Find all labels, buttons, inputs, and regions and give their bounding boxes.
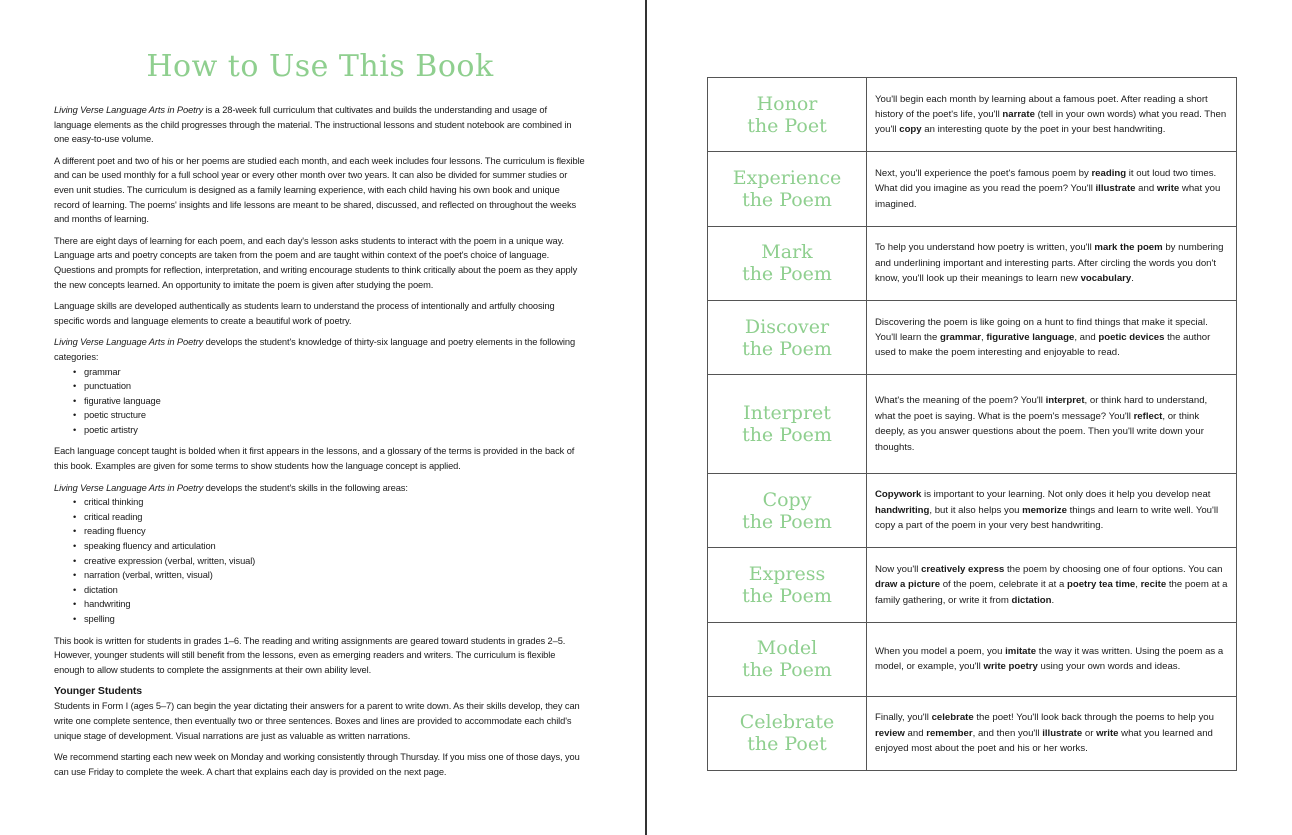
bold-term: grammar [939, 331, 982, 343]
bold-term: handwriting [875, 504, 930, 516]
intro-text: is a 28-week full curriculum that cultivates and builds the understanding and usage of language elements as the child progresses through the material. The instructional lessons and student notebook are combined in one easy-to-use volume. [54, 105, 572, 145]
description-text: what you imagined. [875, 183, 1221, 210]
activity-description [867, 226, 1237, 300]
paragraph-days: There are eight days of learning for each poem, and each day's lesson asks students to interact with the poem in a unique way. Language arts and poetry concepts are taken from the poem and are taught within context of the poet's choice of language. Questions and prompts for reflection, interpretation, and writing encourage students to think critically about the poem as they apply the new concepts learned. An opportunity to imitate the poem is given after studying the poem. [54, 235, 578, 290]
bold-term: poetry tea time [1066, 579, 1136, 591]
bold-term: reading [1091, 167, 1127, 179]
bold-term: creatively express [921, 563, 1005, 575]
activity-description [867, 300, 1237, 374]
table-row [708, 696, 1237, 770]
description-text: , but it also helps you [929, 504, 1023, 516]
activity-name-line2: the Poet [747, 733, 827, 756]
description-text: Next, you'll experience the poet's famous poem by [875, 167, 1092, 179]
activity-name-cell [708, 300, 867, 374]
description-text: Finally, you'll [875, 712, 932, 724]
left-page [0, 0, 645, 835]
description-text: , or think hard to understand, what the poet is saying. What is the poem's message? You'll [875, 395, 1208, 422]
bold-term: write [1156, 183, 1180, 195]
activity-name-line2: the Poem [742, 424, 832, 447]
table-row [708, 473, 1237, 547]
activity-name-cell [708, 226, 867, 300]
description-text: (tell in your own words) what you read. Then you'll [875, 108, 1227, 136]
list-item: • poetic artistry [82, 423, 586, 438]
activity-name-cell [708, 78, 867, 152]
bold-term: narrate [1002, 108, 1035, 120]
knowledge-text: develops the student's knowledge of thirty-six language and poetry elements in the following categories: [54, 337, 576, 362]
bold-term: review [875, 727, 905, 739]
activity-description [867, 622, 1237, 696]
table-row [708, 152, 1237, 226]
bold-term: imitate [1005, 645, 1037, 657]
book-title: Living Verse Language Arts in Poetry [54, 105, 204, 115]
table-row [708, 226, 1237, 300]
paragraph-skills-areas [54, 481, 586, 496]
activity-name-line1: Celebrate [739, 711, 835, 734]
description-text: the poem by choosing one of four options. You can [1004, 563, 1223, 575]
activity-name-line2: the Poet [747, 114, 827, 137]
activity-name-cell [708, 473, 867, 547]
activity-name-line2: the Poem [742, 337, 832, 360]
paragraph-schedule: We recommend starting each new week on Monday and working consistently through Thursday. If you miss one of those days, you can use Friday to complete the week. A chart that explains each day is provided on the next page. [54, 752, 580, 777]
activity-name-cell [708, 152, 867, 226]
description-text: what you learned and enjoyed most about the poet and his or her works. [875, 727, 1213, 754]
activity-name-line1: Express [748, 562, 826, 585]
activity-name-line1: Model [756, 637, 818, 660]
bold-term: write poetry [983, 661, 1038, 673]
description-text: using your own words and ideas. [1037, 661, 1181, 673]
activity-name-line2: the Poem [742, 659, 832, 682]
description-text: is important to your learning. Not only does it help you develop neat [921, 489, 1211, 501]
bold-term: Copywork [875, 489, 922, 501]
activity-description [867, 473, 1237, 547]
description-text: the poet! You'll look back through the poems to help you [973, 712, 1214, 724]
activity-description [867, 548, 1237, 622]
description-text: , and then you'll [972, 727, 1043, 739]
list-item: • figurative language [82, 394, 586, 409]
page-title: How to Use This Book [146, 49, 494, 84]
activity-description [867, 152, 1237, 226]
activity-name-line2: the Poem [742, 263, 832, 286]
description-text: or [1082, 727, 1097, 739]
bold-term: dictation [1011, 594, 1052, 606]
description-text: and [1135, 183, 1157, 195]
book-title: Living Verse Language Arts in Poetry [54, 337, 204, 348]
activity-name-line1: Discover [744, 315, 830, 338]
description-text: , [981, 331, 987, 343]
bold-term: reflect [1133, 410, 1163, 422]
table-row [708, 548, 1237, 622]
bold-term: poetic devices [1098, 331, 1165, 343]
skills-text: develops the student's skills in the following areas: [203, 482, 408, 493]
intro-paragraph [54, 103, 586, 147]
bold-term: illustrate [1095, 183, 1136, 195]
list-item: • spelling [82, 612, 586, 627]
bold-term: draw a picture [875, 579, 941, 591]
description-text: the way it was written. Using the poem as a model, or example, you'll [875, 645, 1224, 673]
activity-name-line1: Interpret [743, 402, 831, 425]
description-text: things and learn to write well. You'll copy a part of the poem in your very best handwriting. [875, 504, 1219, 532]
description-text: the author used to make the poem interesting and enjoyable to read. [875, 331, 1211, 359]
description-text: the poem at a family gathering, or write it from [875, 579, 1228, 606]
description-text: Discovering the poem is like going on a hunt to find things that make it special. You'll learn the [875, 316, 1208, 343]
bold-term: write [1096, 727, 1119, 739]
paragraph-glossary: Each language concept taught is bolded when it first appears in the lessons, and a glossary of the terms is provided in the back of this book. Examples are given for some terms to show students how the language concept is applied. [54, 446, 575, 472]
description-text: You'll begin each month by learning about a famous poet. After reading a short history of the poet's life, you'll [875, 93, 1208, 120]
list-item: • creative expression (verbal, written, visual) [82, 554, 586, 569]
younger-students-heading: Younger Students [54, 685, 143, 698]
paragraph-younger: Students in Form I (ages 5–7) can begin the year dictating their answers for a parent to write down. As their skills develop, they can write one complete sentence, then eventually two or three sentences. Boxes and lines are provided to accommodate each child's unique stage of development. Visual narrations are just as valuable as written narrations. [54, 701, 580, 741]
categories-list [54, 365, 586, 438]
activity-name-cell [708, 696, 867, 770]
bold-term: mark the poem [1094, 242, 1163, 254]
bold-term: remember [926, 727, 973, 739]
right-page [647, 0, 1292, 835]
list-item: • narration (verbal, written, visual) [82, 568, 586, 583]
description-text: and [904, 727, 927, 739]
paragraph-structure: A different poet and two of his or her poems are studied each month, and each week includes four lessons. The curriculum is flexible and can be used monthly for a full school year or every other month over two years. It can also be divided for summer studies or even unit studies. The curriculum is designed as a family learning experience, with each child having his own book and unique record of learning. The poems' insights and life lessons are meant to be shared, discussed, and reflected on throughout the weeks and months of learning. [54, 155, 585, 225]
activity-name-line1: Experience [732, 166, 842, 189]
table-row [708, 300, 1237, 374]
list-item: • handwriting [82, 597, 586, 612]
activity-name-line1: Honor [756, 92, 818, 115]
description-text: by numbering and underlining important and interesting parts. After circling the words you don't know, you'll look up their meanings to learn new [875, 242, 1224, 285]
paragraph-grades: This book is written for students in grades 1–6. The reading and writing assignments are geared toward students in grades 2–5. However, younger students will still benefit from the lessons, even as emerging readers and writers. The curriculum is flexible enough to allow students to complete the assignments at their own ability level. [54, 635, 566, 675]
list-item: • punctuation [82, 379, 586, 394]
list-item: • dictation [82, 583, 586, 598]
bold-term: recite [1140, 579, 1167, 591]
description-text: . [1131, 273, 1134, 285]
weekly-chart-table [707, 77, 1237, 771]
activity-name-cell [708, 622, 867, 696]
activity-description [867, 696, 1237, 770]
activity-name-line2: the Poem [742, 510, 832, 533]
book-title: Living Verse Language Arts in Poetry [54, 482, 204, 493]
list-item: • reading fluency [82, 524, 586, 539]
activity-name-cell [708, 548, 867, 622]
bold-term: memorize [1022, 504, 1067, 516]
description-text: . [1051, 594, 1055, 606]
list-item: • critical reading [82, 510, 586, 525]
bold-term: celebrate [931, 712, 974, 724]
body-text [54, 103, 586, 786]
bold-term: copy [899, 124, 922, 136]
bold-term: vocabulary [1080, 273, 1132, 285]
description-text: What's the meaning of the poem? You'll [875, 395, 1046, 407]
description-text: an interesting quote by the poet in your best handwriting. [921, 124, 1166, 136]
table-row [708, 375, 1237, 474]
description-text: , or think deeply, as you answer questions about the poem. Then you'll write down your thoughts. [875, 410, 1204, 453]
table-row [708, 622, 1237, 696]
bold-term: figurative language [986, 331, 1075, 343]
list-item: • speaking fluency and articulation [82, 539, 586, 554]
description-text: When you model a poem, you [875, 645, 1006, 657]
list-item: • grammar [82, 365, 586, 380]
activity-name-line2: the Poem [742, 584, 832, 607]
activity-name-cell [708, 375, 867, 474]
paragraph-skills: Language skills are developed authentically as students learn to understand the process of intentionally and artfully choosing specific words and language elements to create a beautiful work of poetry. [54, 301, 555, 326]
skills-list [54, 495, 586, 626]
list-item: • critical thinking [82, 495, 586, 510]
bold-term: interpret [1045, 395, 1085, 407]
paragraph-knowledge [54, 335, 586, 364]
activity-description [867, 375, 1237, 474]
description-text: , [1135, 579, 1141, 591]
list-item: • poetic structure [82, 408, 586, 423]
description-text: of the poem, celebrate it at a [940, 579, 1067, 591]
activity-name-line1: Mark [761, 241, 813, 264]
description-text: , and [1074, 331, 1099, 343]
bold-term: illustrate [1042, 727, 1083, 739]
description-text: Now you'll [875, 563, 922, 575]
description-text: it out loud two times. What did you imagine as you read the poem? You'll [875, 167, 1217, 195]
activity-name-line2: the Poem [742, 188, 832, 211]
table-row [708, 78, 1237, 152]
description-text: To help you understand how poetry is written, you'll [875, 242, 1095, 254]
activity-description [867, 78, 1237, 152]
activity-name-line1: Copy [762, 488, 812, 511]
